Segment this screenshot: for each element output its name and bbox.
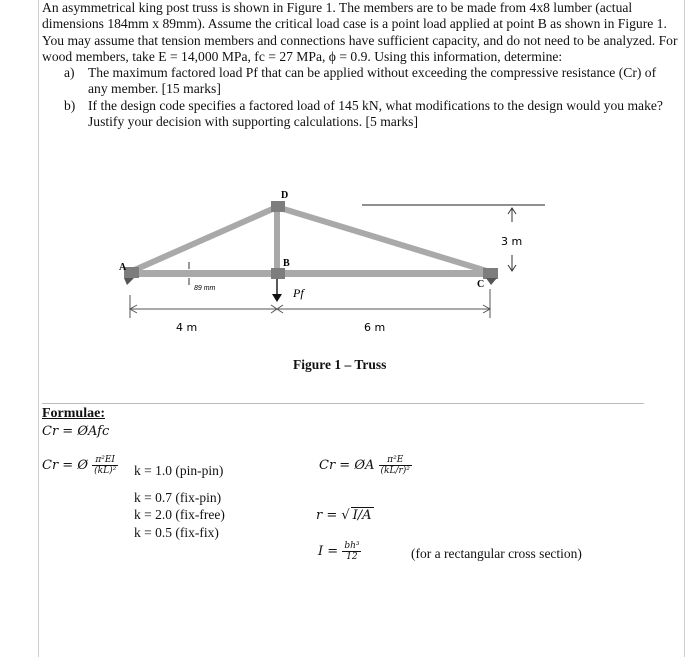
right-span-label: 6 m: [364, 321, 386, 334]
load-label: Pf: [293, 286, 304, 300]
k-value-fix-free: k = 2.0 (fix-free): [134, 507, 225, 522]
formula-r-radicand: I/A: [352, 508, 372, 523]
formula-euler-lhs: Cr = Ø: [42, 458, 88, 473]
formula-moment-of-inertia: [318, 541, 361, 562]
joint-a: [124, 267, 139, 278]
formula-crushing: Cr = ØAfc: [42, 424, 110, 439]
member-ac-bottom-chord: [130, 270, 490, 277]
problem-statement: [42, 0, 678, 130]
question-b-text: If the design code specifies a factored load of 145 kN, what modifications to the design would you make? Justify your decision with supporting calculations. [5 marks]: [88, 97, 663, 130]
k-value-fix-fix: k = 0.5 (fix-fix): [134, 524, 219, 540]
load-arrow-head: [272, 294, 282, 302]
member-ad: [130, 207, 277, 272]
question-a-marker: a): [64, 65, 75, 81]
left-span-label: 4 m: [176, 321, 198, 334]
truss-figure: [0, 180, 700, 360]
formula-euler-numerator: π²EI: [92, 455, 118, 466]
formula-euler: [42, 455, 118, 476]
support-a: [124, 278, 134, 285]
k-value-pin-pin: k = 1.0 (pin-pin): [134, 463, 224, 478]
figure-caption: Figure 1 – Truss: [293, 357, 387, 372]
k-value-fix-pin: k = 0.7 (fix-pin): [134, 489, 222, 505]
label-c: C: [477, 279, 485, 290]
formula-r-lhs: r = √: [316, 508, 350, 523]
formula-slenderness-denominator: (kL/r)²: [380, 466, 410, 476]
question-a: [42, 65, 678, 98]
depth-label: 89 mm: [194, 285, 216, 292]
formulae-title: Formulae:: [42, 406, 105, 421]
joint-d: [271, 201, 285, 212]
label-a: A: [119, 262, 127, 273]
problem-intro: An asymmetrical king post truss is shown in Figure 1. The members are to be made from 4x8 lumber (actual dimensions 184mm x 89mm). Assume the critical load case is a point load applied at point B as shown in Figure 1. You may assume that tension members and connections have sufficient capacity, and do not need to be analyzed. For wood members, take E = 14,000 MPa, fc = 27 MPa, ϕ = 0.9. Using this information, determine:: [42, 0, 678, 64]
formula-slenderness-lhs: Cr = ØA: [319, 458, 375, 473]
formula-radius-of-gyration: [316, 507, 374, 523]
formula-euler-fraction: [92, 455, 118, 476]
question-list: [42, 65, 678, 130]
rectangular-section-note: (for a rectangular cross section): [411, 546, 582, 561]
support-c: [486, 278, 497, 285]
label-b: B: [283, 258, 290, 269]
member-dc: [277, 207, 490, 272]
formula-i-denominator: 12: [346, 552, 358, 562]
formula-slenderness-fraction: [379, 455, 412, 476]
formula-i-lhs: I =: [318, 544, 339, 559]
formula-i-fraction: [342, 541, 361, 562]
formula-i-numerator: bh³: [344, 541, 360, 551]
formula-slenderness-numerator: π²E: [379, 455, 412, 466]
height-label: 3 m: [501, 235, 523, 248]
label-d: D: [281, 190, 289, 201]
formula-slenderness: [319, 455, 412, 476]
question-b: [42, 98, 678, 131]
section-divider: [42, 403, 644, 404]
k-values-list: [134, 462, 225, 541]
formula-euler-denominator: (kL)²: [94, 466, 117, 476]
joint-c: [483, 268, 498, 279]
joint-b: [271, 268, 285, 279]
question-a-text: The maximum factored load Pf that can be applied without exceeding the compressive resistance (Cr) of any member. [15 marks]: [88, 65, 657, 97]
question-b-marker: b): [64, 97, 76, 113]
